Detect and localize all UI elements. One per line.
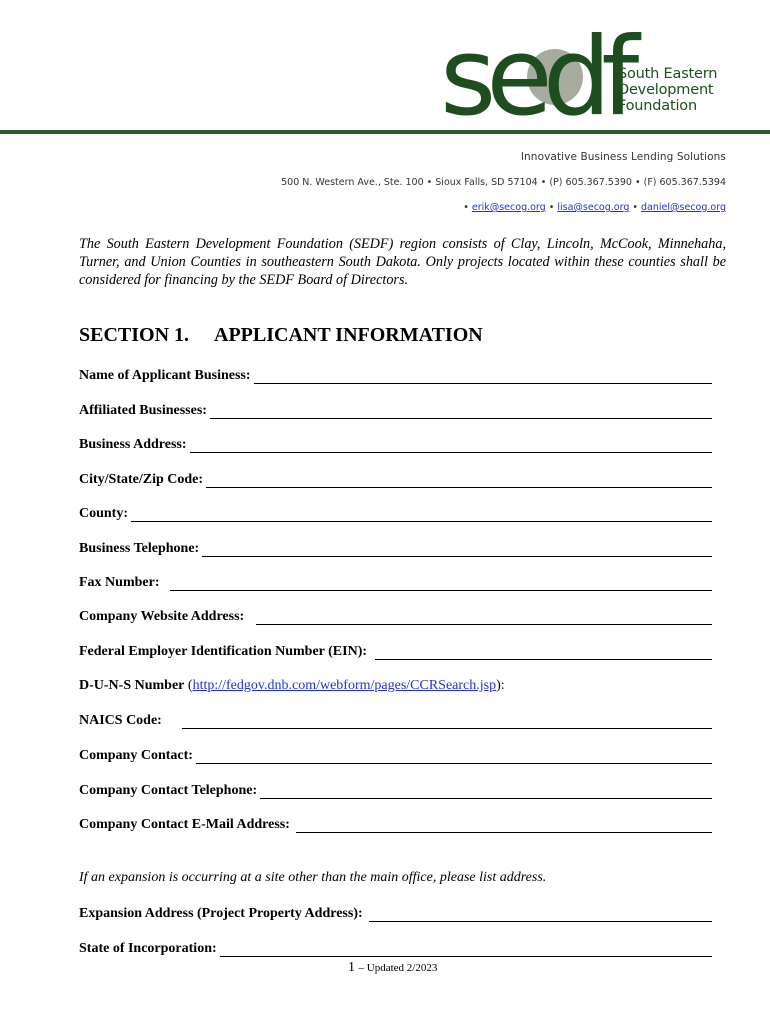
- fill-line[interactable]: [202, 542, 712, 557]
- field-label: Company Website Address:: [79, 609, 245, 624]
- email-link-lisa[interactable]: lisa@secog.org: [557, 202, 630, 213]
- fill-line[interactable]: [196, 749, 712, 764]
- field-label: State of Incorporation:: [79, 941, 217, 956]
- field-label: Fax Number:: [79, 575, 160, 590]
- header-divider: [0, 130, 770, 134]
- tagline: Innovative Business Lending Solutions: [520, 151, 726, 163]
- field-label: Affiliated Businesses:: [79, 403, 207, 418]
- contact-address: 500 N. Western Ave., Ste. 100 • Sioux Falls, SD 57104 • (P) 605.367.5390 • (F) 605.367.5394: [281, 177, 726, 188]
- fill-line[interactable]: [375, 645, 712, 660]
- field-business-address[interactable]: [79, 435, 712, 453]
- section-title: APPLICANT INFORMATION: [214, 324, 483, 346]
- fill-line[interactable]: [210, 404, 712, 419]
- field-state-of-incorporation[interactable]: [79, 939, 712, 957]
- field-city-state-zip[interactable]: [79, 470, 712, 488]
- updated-date: – Updated 2/2023: [358, 962, 438, 974]
- contact-emails: • erik@secog.org • lisa@secog.org • daniel@secog.org: [463, 202, 726, 213]
- duns-row: D-U-N-S Number (http://fedgov.dnb.com/webform/pages/CCRSearch.jsp):: [79, 678, 505, 693]
- field-affiliated-businesses[interactable]: [79, 401, 712, 419]
- field-label: Company Contact:: [79, 748, 193, 763]
- field-label: Federal Employer Identification Number (EIN):: [79, 644, 368, 659]
- field-label: NAICS Code:: [79, 713, 162, 728]
- field-label: Business Telephone:: [79, 541, 200, 556]
- field-county[interactable]: [79, 504, 712, 522]
- intro-paragraph: The South Eastern Development Foundation (SEDF) region consists of Clay, Lincoln, McCook, Minnehaha, Turner, and Union Counties in southeastern South Dakota. Only projects located within these counties shall be considered for financing by the SEDF Board of Directors.: [79, 236, 726, 288]
- fill-line[interactable]: [190, 438, 712, 453]
- fill-line[interactable]: [170, 576, 713, 591]
- fill-line[interactable]: [369, 907, 712, 922]
- field-company-website[interactable]: [79, 607, 712, 625]
- field-label: County:: [79, 506, 129, 521]
- fill-line[interactable]: [260, 784, 712, 799]
- field-business-telephone[interactable]: [79, 539, 712, 557]
- field-label: Company Contact E-Mail Address:: [79, 817, 290, 832]
- org-name: [618, 66, 717, 114]
- page-footer: [348, 960, 437, 976]
- email-link-erik[interactable]: erik@secog.org: [471, 202, 546, 213]
- duns-link[interactable]: http://fedgov.dnb.com/webform/pages/CCRSearch.jsp: [192, 678, 497, 693]
- field-ein[interactable]: [79, 642, 712, 660]
- fill-line[interactable]: [131, 507, 712, 522]
- field-naics-code[interactable]: [79, 711, 712, 729]
- section-number: SECTION 1.: [79, 324, 190, 346]
- section-heading: [79, 324, 483, 347]
- field-label: City/State/Zip Code:: [79, 472, 204, 487]
- field-company-contact[interactable]: [79, 746, 712, 764]
- fill-line[interactable]: [206, 473, 712, 488]
- logo-wordmark: sedf: [440, 22, 630, 127]
- field-contact-email[interactable]: [79, 815, 712, 833]
- duns-label: D-U-N-S Number: [79, 678, 185, 693]
- field-applicant-business[interactable]: [79, 366, 712, 384]
- expansion-note: If an expansion is occurring at a site other than the main office, please list address.: [79, 870, 547, 885]
- org-name-line: Foundation: [618, 98, 697, 114]
- field-contact-telephone[interactable]: [79, 781, 712, 799]
- field-label: Business Address:: [79, 437, 187, 452]
- fill-line[interactable]: [220, 942, 712, 957]
- fill-line[interactable]: [182, 714, 712, 729]
- field-expansion-address[interactable]: [79, 904, 712, 922]
- fill-line[interactable]: [296, 818, 712, 833]
- page-number: 1: [348, 960, 355, 975]
- email-link-daniel[interactable]: daniel@secog.org: [641, 202, 726, 213]
- org-name-line: Development: [618, 82, 714, 98]
- field-label: Expansion Address (Project Property Address):: [79, 906, 363, 921]
- org-name-line: South Eastern: [618, 66, 718, 82]
- field-fax-number[interactable]: [79, 573, 712, 591]
- field-label: Company Contact Telephone:: [79, 783, 258, 798]
- fill-line[interactable]: [256, 610, 712, 625]
- fill-line[interactable]: [254, 369, 712, 384]
- field-label: Name of Applicant Business:: [79, 368, 251, 383]
